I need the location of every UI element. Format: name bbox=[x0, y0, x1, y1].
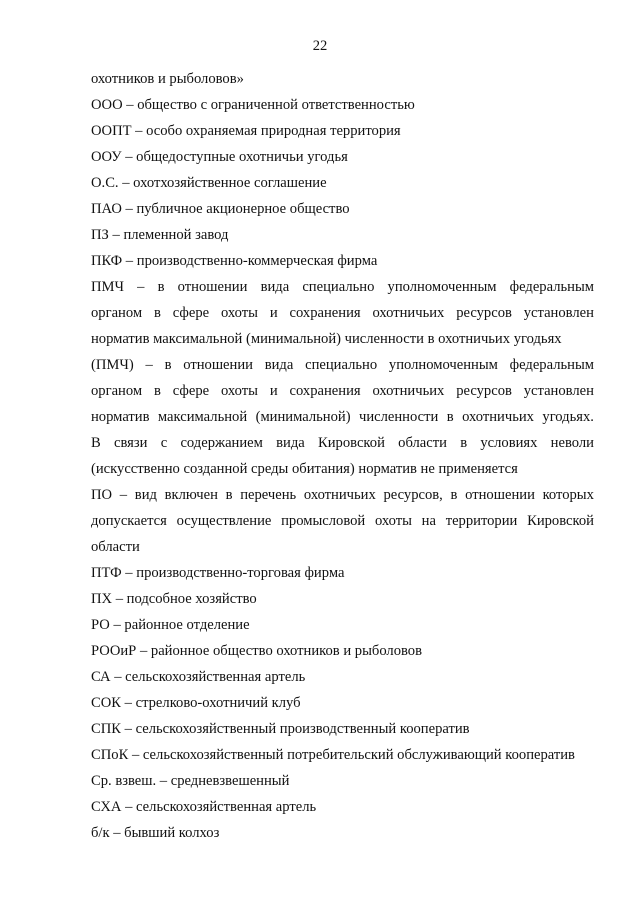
text-line: В связи с содержанием вида Кировской области в условиях неволи bbox=[91, 435, 594, 451]
abbreviation-entry bbox=[91, 690, 594, 716]
abbreviation-entry bbox=[91, 144, 594, 170]
text-line: области bbox=[91, 539, 140, 555]
abbreviation-entry bbox=[91, 222, 594, 248]
abbreviation-entry bbox=[91, 716, 594, 742]
abbreviation-entry bbox=[91, 482, 594, 560]
abbreviation-entry bbox=[91, 92, 594, 118]
text-line: СПК – сельскохозяйственный производственный кооператив bbox=[91, 721, 470, 737]
text-line: ПЗ – племенной завод bbox=[91, 227, 229, 243]
text-line: СХА – сельскохозяйственная артель bbox=[91, 799, 317, 815]
abbreviation-entry bbox=[91, 612, 594, 638]
abbreviation-entry bbox=[91, 560, 594, 586]
text-line: ООПТ – особо охраняемая природная территория bbox=[91, 123, 401, 139]
text-line: (ПМЧ) – в отношении вида специально уполномоченным федеральным bbox=[91, 357, 594, 373]
text-line: СПоК – сельскохозяйственный потребительский обслуживающий кооператив bbox=[91, 747, 575, 763]
text-line: ПАО – публичное акционерное общество bbox=[91, 201, 350, 217]
text-line: ООУ – общедоступные охотничьи угодья bbox=[91, 149, 348, 165]
text-line: СА – сельскохозяйственная артель bbox=[91, 669, 306, 685]
abbreviation-entry bbox=[91, 638, 594, 664]
abbreviation-list bbox=[91, 66, 594, 846]
text-line: норматив максимальной (минимальной) численности в охотничьих угодьях bbox=[91, 331, 562, 347]
text-line: охотников и рыболовов» bbox=[91, 71, 244, 87]
abbreviation-entry bbox=[91, 768, 594, 794]
text-line: норматив максимальной (минимальной) численности в охотничьих угодьях. bbox=[91, 409, 594, 425]
text-line: РООиР – районное общество охотников и рыболовов bbox=[91, 643, 422, 659]
abbreviation-entry bbox=[91, 248, 594, 274]
abbreviation-entry bbox=[91, 274, 594, 352]
abbreviation-entry bbox=[91, 664, 594, 690]
abbreviation-entry bbox=[91, 196, 594, 222]
abbreviation-entry bbox=[91, 820, 594, 846]
text-line: допускается осуществление промысловой охоты на территории Кировской bbox=[91, 513, 594, 529]
text-line: ПХ – подсобное хозяйство bbox=[91, 591, 257, 607]
text-line: органом в сфере охоты и сохранения охотничьих ресурсов установлен bbox=[91, 383, 594, 399]
abbreviation-entry bbox=[91, 586, 594, 612]
text-line: ПО – вид включен в перечень охотничьих ресурсов, в отношении которых bbox=[91, 487, 594, 503]
text-line: СОК – стрелково-охотничий клуб bbox=[91, 695, 301, 711]
text-line: органом в сфере охоты и сохранения охотничьих ресурсов установлен bbox=[91, 305, 594, 321]
text-line: Ср. взвеш. – средневзвешенный bbox=[91, 773, 290, 789]
abbreviation-entry bbox=[91, 794, 594, 820]
abbreviation-entry bbox=[91, 170, 594, 196]
abbreviation-entry bbox=[91, 352, 594, 482]
text-line: РО – районное отделение bbox=[91, 617, 250, 633]
text-line: О.С. – охотхозяйственное соглашение bbox=[91, 175, 327, 191]
text-line: ООО – общество с ограниченной ответственностью bbox=[91, 97, 415, 113]
abbreviation-entry bbox=[91, 742, 594, 768]
text-line: ПКФ – производственно-коммерческая фирма bbox=[91, 253, 378, 269]
text-line: б/к – бывший колхоз bbox=[91, 825, 220, 841]
text-line: (искусственно созданной среды обитания) норматив не применяется bbox=[91, 461, 518, 477]
page-number: 22 bbox=[312, 38, 328, 54]
text-line: ПМЧ – в отношении вида специально уполномоченным федеральным bbox=[91, 279, 594, 295]
abbreviation-entry bbox=[91, 118, 594, 144]
abbreviation-entry bbox=[91, 66, 594, 92]
text-line: ПТФ – производственно-торговая фирма bbox=[91, 565, 345, 581]
